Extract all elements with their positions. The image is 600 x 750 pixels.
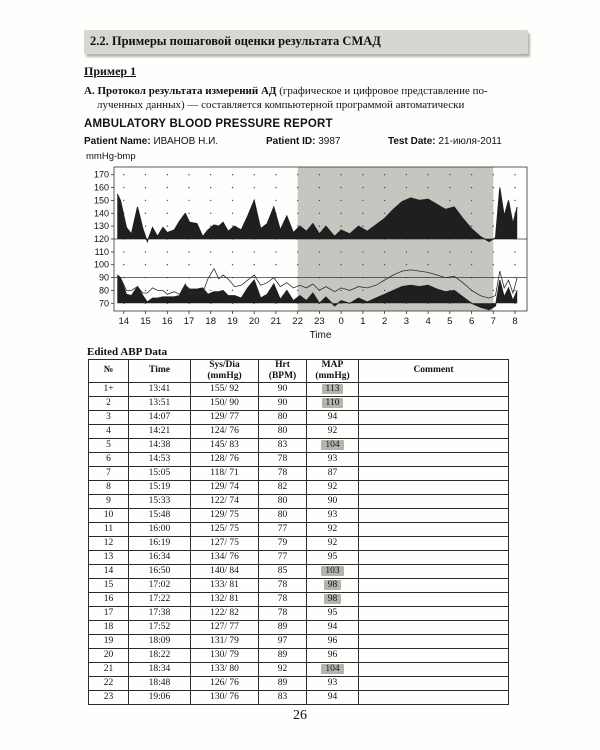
cell-time: 13:41 — [129, 382, 191, 396]
cell-no: 5 — [89, 438, 129, 452]
cell-time: 16:50 — [129, 564, 191, 578]
abp-table-head — [89, 359, 509, 382]
cell-map — [307, 620, 359, 634]
map-value: 96 — [327, 649, 338, 660]
x-tick-label: 16 — [162, 315, 173, 327]
y-axis-unit-label: mmHg-bmp — [86, 150, 136, 162]
cell-map — [307, 536, 359, 550]
map-value: 93 — [327, 453, 338, 464]
cell-comment — [359, 466, 509, 480]
cell-hrt: 83 — [259, 438, 307, 452]
cell-comment — [359, 536, 509, 550]
cell-comment — [359, 410, 509, 424]
cell-time: 18:48 — [129, 676, 191, 690]
map-value: 92 — [327, 523, 338, 534]
map-value: 95 — [327, 551, 338, 562]
x-tick-label: 5 — [447, 315, 453, 327]
x-tick-label: 6 — [468, 315, 475, 327]
patient-name-label: Patient Name: — [84, 135, 151, 147]
cell-hrt: 79 — [259, 536, 307, 550]
table-row — [89, 578, 509, 592]
cell-sysdia: 150/ 90 — [191, 396, 259, 410]
table-row — [89, 396, 509, 410]
patient-name-field — [84, 136, 266, 147]
cell-sysdia: 125/ 75 — [191, 522, 259, 536]
cell-no: 4 — [89, 424, 129, 438]
map-value: 93 — [327, 677, 338, 688]
cell-sysdia: 133/ 81 — [191, 578, 259, 592]
cell-map — [307, 592, 359, 606]
cell-sysdia: 131/ 79 — [191, 634, 259, 648]
y-tick-label: 130 — [93, 220, 109, 231]
column-header: Comment — [359, 359, 509, 382]
table-title: Edited ABP Data — [87, 345, 168, 358]
table-row — [89, 452, 509, 466]
cell-time: 16:19 — [129, 536, 191, 550]
table-row — [89, 424, 509, 438]
cell-sysdia: 130/ 76 — [191, 690, 259, 704]
cell-sysdia: 126/ 76 — [191, 676, 259, 690]
cell-sysdia: 145/ 83 — [191, 438, 259, 452]
cell-hrt: 92 — [259, 662, 307, 676]
cell-no: 2 — [89, 396, 129, 410]
table-row — [89, 382, 509, 396]
cell-map — [307, 522, 359, 536]
cell-sysdia: 127/ 75 — [191, 536, 259, 550]
cell-sysdia: 134/ 76 — [191, 550, 259, 564]
abp-table-body — [89, 382, 509, 704]
cell-sysdia: 129/ 75 — [191, 508, 259, 522]
map-value: 96 — [327, 635, 338, 646]
x-tick-label: 3 — [403, 315, 410, 327]
cell-comment — [359, 564, 509, 578]
x-tick-label: 18 — [205, 315, 216, 327]
cell-time: 17:52 — [129, 620, 191, 634]
table-row — [89, 648, 509, 662]
test-date-label: Test Date: — [388, 135, 436, 147]
map-value: 93 — [327, 509, 338, 520]
cell-comment — [359, 578, 509, 592]
map-value: 98 — [324, 594, 342, 604]
cell-time: 15:33 — [129, 494, 191, 508]
table-row — [89, 410, 509, 424]
cell-comment — [359, 662, 509, 676]
cell-hrt: 80 — [259, 410, 307, 424]
cell-time: 15:05 — [129, 466, 191, 480]
cell-comment — [359, 480, 509, 494]
x-tick-label: 15 — [140, 315, 151, 327]
cell-no: 20 — [89, 648, 129, 662]
paragraph-line1: (графическое и цифровое представление по- — [276, 85, 488, 97]
map-value: 94 — [327, 411, 338, 422]
cell-time: 17:22 — [129, 592, 191, 606]
x-tick-label: 4 — [425, 315, 431, 327]
cell-comment — [359, 452, 509, 466]
cell-map — [307, 396, 359, 410]
cell-no: 23 — [89, 690, 129, 704]
patient-id-label: Patient ID: — [266, 135, 316, 147]
cell-time: 19:06 — [129, 690, 191, 704]
cell-comment — [359, 648, 509, 662]
cell-sysdia: 155/ 92 — [191, 382, 259, 396]
y-tick-label: 70 — [98, 297, 109, 308]
cell-comment — [359, 438, 509, 452]
cell-map — [307, 424, 359, 438]
y-tick-label: 100 — [93, 259, 109, 270]
x-tick-label: 20 — [248, 315, 260, 327]
cell-map — [307, 676, 359, 690]
x-tick-label: 1 — [360, 315, 366, 327]
cell-comment — [359, 592, 509, 606]
x-tick-label: 22 — [292, 315, 303, 327]
cell-time: 18:22 — [129, 648, 191, 662]
cell-sysdia: 132/ 81 — [191, 592, 259, 606]
cell-time: 18:09 — [129, 634, 191, 648]
cell-hrt: 82 — [259, 480, 307, 494]
paragraph-lead: А. Протокол результата измерений АД — [84, 85, 277, 97]
table-row — [89, 676, 509, 690]
table-row — [89, 466, 509, 480]
table-row — [89, 564, 509, 578]
cell-no: 7 — [89, 466, 129, 480]
cell-no: 9 — [89, 494, 129, 508]
cell-sysdia: 129/ 74 — [191, 480, 259, 494]
cell-no: 11 — [89, 522, 129, 536]
cell-comment — [359, 396, 509, 410]
x-tick-label: 21 — [270, 315, 282, 327]
page-content — [84, 30, 528, 705]
cell-comment — [359, 424, 509, 438]
patient-id-value: 3987 — [318, 135, 341, 147]
abp-table-head-row — [89, 359, 509, 382]
y-tick-label: 120 — [93, 233, 109, 244]
cell-hrt: 89 — [259, 648, 307, 662]
cell-comment — [359, 382, 509, 396]
table-row — [89, 536, 509, 550]
cell-no: 21 — [89, 662, 129, 676]
cell-map — [307, 634, 359, 648]
y-tick-label: 140 — [93, 207, 109, 218]
map-value: 95 — [327, 607, 338, 618]
cell-sysdia: 130/ 79 — [191, 648, 259, 662]
cell-time: 17:02 — [129, 578, 191, 592]
table-row — [89, 634, 509, 648]
cell-hrt: 90 — [259, 396, 307, 410]
test-date-value: 21-июля-2011 — [438, 135, 502, 147]
cell-map — [307, 494, 359, 508]
cell-comment — [359, 620, 509, 634]
cell-time: 17:38 — [129, 606, 191, 620]
abp-chart-svg — [84, 162, 530, 340]
cell-hrt: 83 — [259, 690, 307, 704]
example-label: Пример 1 — [84, 64, 137, 78]
cell-hrt: 77 — [259, 522, 307, 536]
cell-time: 16:00 — [129, 522, 191, 536]
cell-no: 6 — [89, 452, 129, 466]
cell-comment — [359, 690, 509, 704]
cell-sysdia: 122/ 74 — [191, 494, 259, 508]
cell-hrt: 89 — [259, 676, 307, 690]
cell-time: 13:51 — [129, 396, 191, 410]
table-row — [89, 690, 509, 704]
map-value: 98 — [324, 580, 342, 590]
table-row — [89, 480, 509, 494]
page-number: 26 — [293, 708, 307, 723]
cell-hrt: 97 — [259, 634, 307, 648]
x-tick-label: 14 — [118, 315, 130, 327]
x-tick-label: 2 — [381, 315, 388, 327]
cell-hrt: 80 — [259, 508, 307, 522]
cell-hrt: 78 — [259, 452, 307, 466]
cell-time: 14:38 — [129, 438, 191, 452]
x-tick-label: 8 — [512, 315, 518, 327]
map-value: 103 — [321, 566, 343, 576]
cell-no: 10 — [89, 508, 129, 522]
cell-map — [307, 606, 359, 620]
column-header: № — [89, 359, 129, 382]
intro-paragraph — [84, 84, 528, 113]
cell-no: 19 — [89, 634, 129, 648]
cell-no: 8 — [89, 480, 129, 494]
cell-map — [307, 690, 359, 704]
cell-comment — [359, 550, 509, 564]
cell-hrt: 80 — [259, 494, 307, 508]
table-row — [89, 508, 509, 522]
cell-time: 18:34 — [129, 662, 191, 676]
y-tick-label: 150 — [93, 194, 109, 205]
cell-hrt: 78 — [259, 466, 307, 480]
cell-no: 3 — [89, 410, 129, 424]
cell-comment — [359, 634, 509, 648]
cell-time: 14:07 — [129, 410, 191, 424]
cell-map — [307, 480, 359, 494]
cell-hrt: 77 — [259, 550, 307, 564]
table-row — [89, 620, 509, 634]
cell-sysdia: 124/ 76 — [191, 424, 259, 438]
map-value: 104 — [321, 440, 343, 450]
cell-hrt: 78 — [259, 606, 307, 620]
cell-time: 14:21 — [129, 424, 191, 438]
cell-map — [307, 382, 359, 396]
map-value: 92 — [327, 537, 338, 548]
map-value: 90 — [327, 495, 338, 506]
cell-time: 15:19 — [129, 480, 191, 494]
cell-comment — [359, 522, 509, 536]
cell-map — [307, 564, 359, 578]
cell-comment — [359, 606, 509, 620]
cell-sysdia: 129/ 77 — [191, 410, 259, 424]
patient-info-row — [84, 136, 528, 147]
map-value: 113 — [322, 384, 344, 394]
cell-no: 18 — [89, 620, 129, 634]
table-row — [89, 550, 509, 564]
cell-hrt: 90 — [259, 382, 307, 396]
cell-map — [307, 410, 359, 424]
table-row — [89, 662, 509, 676]
report-title: AMBULATORY BLOOD PRESSURE REPORT — [84, 117, 333, 130]
column-header: Sys/Dia (mmHg) — [191, 359, 259, 382]
cell-sysdia: 122/ 82 — [191, 606, 259, 620]
cell-map — [307, 508, 359, 522]
cell-no: 1+ — [89, 382, 129, 396]
cell-map — [307, 466, 359, 480]
cell-hrt: 89 — [259, 620, 307, 634]
cell-no: 14 — [89, 564, 129, 578]
cell-comment — [359, 676, 509, 690]
y-tick-label: 90 — [98, 272, 109, 283]
x-tick-label: 19 — [227, 315, 238, 327]
x-tick-label: 7 — [490, 315, 496, 327]
cell-no: 16 — [89, 592, 129, 606]
cell-sysdia: 118/ 71 — [191, 466, 259, 480]
map-value: 104 — [321, 664, 343, 674]
cell-hrt: 80 — [259, 424, 307, 438]
map-value: 110 — [322, 398, 344, 408]
patient-name-value: ИВАНОВ Н.И. — [153, 135, 219, 147]
cell-sysdia: 133/ 80 — [191, 662, 259, 676]
table-row — [89, 592, 509, 606]
map-value: 94 — [327, 691, 338, 702]
cell-map — [307, 550, 359, 564]
paragraph-line2: лученных данных) — составляется компьютерной программой автоматически — [97, 99, 465, 112]
x-tick-label: 0 — [338, 315, 344, 327]
column-header: Time — [129, 359, 191, 382]
x-tick-label: 17 — [183, 315, 195, 327]
cell-map — [307, 438, 359, 452]
patient-id-field — [266, 136, 388, 147]
map-value: 92 — [327, 481, 338, 492]
column-header: MAP (mmHg) — [307, 359, 359, 382]
x-tick-label: 23 — [314, 315, 325, 327]
cell-hrt: 78 — [259, 578, 307, 592]
cell-sysdia: 140/ 84 — [191, 564, 259, 578]
cell-sysdia: 128/ 76 — [191, 452, 259, 466]
cell-map — [307, 578, 359, 592]
map-value: 87 — [327, 467, 338, 478]
cell-no: 13 — [89, 550, 129, 564]
cell-sysdia: 127/ 77 — [191, 620, 259, 634]
cell-comment — [359, 508, 509, 522]
cell-no: 22 — [89, 676, 129, 690]
cell-map — [307, 452, 359, 466]
cell-no: 15 — [89, 578, 129, 592]
cell-time: 15:48 — [129, 508, 191, 522]
cell-time: 16:34 — [129, 550, 191, 564]
cell-hrt: 85 — [259, 564, 307, 578]
map-value: 94 — [327, 621, 338, 632]
table-row — [89, 522, 509, 536]
table-row — [89, 494, 509, 508]
cell-map — [307, 648, 359, 662]
cell-comment — [359, 494, 509, 508]
y-tick-label: 110 — [94, 246, 109, 257]
cell-hrt: 78 — [259, 592, 307, 606]
y-tick-label: 170 — [93, 169, 109, 180]
table-row — [89, 438, 509, 452]
cell-time: 14:53 — [129, 452, 191, 466]
cell-no: 17 — [89, 606, 129, 620]
section-heading: 2.2. Примеры пошаговой оценки результата СМАД — [84, 30, 528, 54]
y-tick-label: 80 — [98, 284, 109, 295]
table-row — [89, 606, 509, 620]
cell-map — [307, 662, 359, 676]
column-header: Hrt (BPM) — [259, 359, 307, 382]
abp-data-table — [88, 359, 509, 705]
test-date-field — [388, 136, 528, 147]
y-tick-label: 160 — [93, 182, 109, 193]
cell-no: 12 — [89, 536, 129, 550]
map-value: 92 — [327, 425, 338, 436]
x-axis-label: Time — [309, 329, 332, 340]
